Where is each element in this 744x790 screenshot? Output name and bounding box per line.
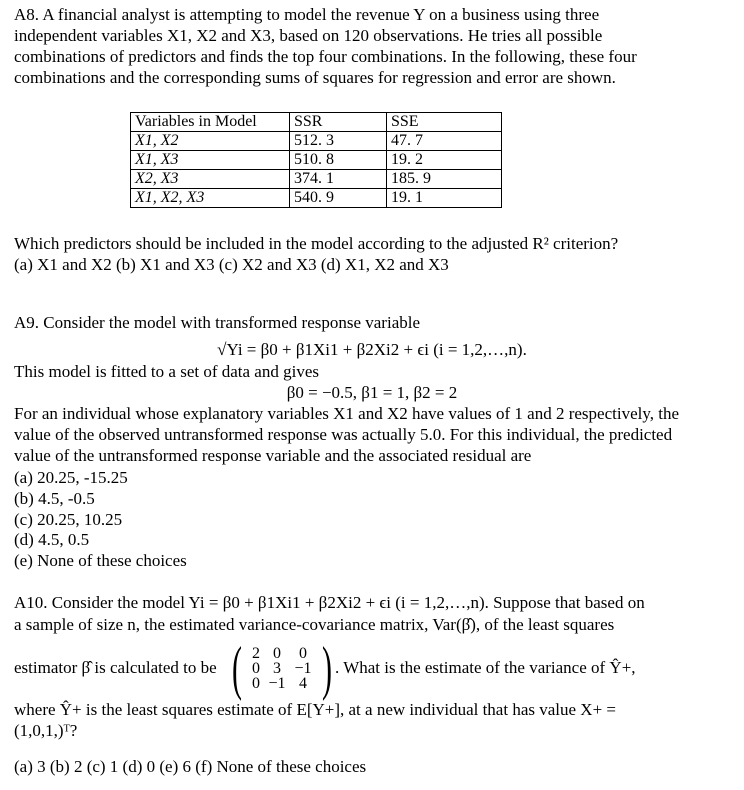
a8-line: combinations and the corresponding sums of squares for regression and error are shown. [14, 68, 616, 87]
cell: 374. 1 [290, 170, 387, 189]
a9-body: value of the observed untransformed response was actually 5.0. For this individual, the predicted [14, 425, 673, 444]
cell: 510. 8 [290, 151, 387, 170]
a9-equation: √Yi = β0 + β1Xi1 + β2Xi2 + ϵi (i = 1,2,…,n). [217, 340, 527, 359]
covariance-matrix [227, 635, 337, 701]
table-row [131, 189, 502, 208]
a10-line: estimator β̂ is calculated to be [14, 658, 217, 677]
right-paren: ) [321, 635, 332, 701]
cell: 19. 2 [387, 151, 502, 170]
a10-line: a sample of size n, the estimated variance-covariance matrix, Var(β̂), of the least squares [14, 615, 615, 634]
table-row [131, 132, 502, 151]
cell: 47. 7 [387, 132, 502, 151]
matrix-cell: 0 [251, 674, 260, 692]
ss-table [130, 112, 502, 208]
a10-line: where Ŷ+ is the least squares estimate of E[Y+], at a new individual that has value X+ = [14, 700, 617, 719]
header-cell: Variables in Model [131, 113, 290, 132]
a10-line: (1,0,1,)ᵀ? [14, 721, 78, 740]
a10-line: . What is the estimate of the variance of Ŷ+, [335, 658, 636, 677]
a9-option: (b) 4.5, -0.5 [14, 489, 95, 508]
a9-intro: A9. Consider the model with transformed response variable [14, 313, 421, 332]
matrix-cell: 3 [272, 659, 281, 677]
cell: X1, X2 [135, 132, 179, 149]
a9-line: This model is fitted to a set of data and gives [14, 362, 319, 381]
matrix-cell: 2 [251, 644, 260, 662]
matrix-cell: 0 [251, 659, 260, 677]
a9-body: For an individual whose explanatory variables X1 and X2 have values of 1 and 2 respectively, the [14, 404, 680, 423]
a8-question: Which predictors should be included in the model according to the adjusted R² criterion? [14, 234, 619, 253]
table-row [131, 151, 502, 170]
a9-option: (a) 20.25, -15.25 [14, 468, 128, 487]
matrix-cell: 4 [298, 674, 307, 692]
header-cell: SSR [290, 113, 387, 132]
a9-option: (d) 4.5, 0.5 [14, 530, 90, 549]
a8-options: (a) X1 and X2 (b) X1 and X3 (c) X2 and X3 (d) X1, X2 and X3 [14, 255, 449, 274]
a8-line: A8. A financial analyst is attempting to model the revenue Y on a business using three [14, 5, 600, 24]
cell: X1, X3 [135, 151, 179, 168]
cell: 185. 9 [387, 170, 502, 189]
cell: X1, X2, X3 [135, 189, 205, 206]
cell: X2, X3 [135, 170, 179, 187]
matrix-cell: −1 [268, 674, 286, 692]
matrix-cell: 0 [298, 644, 307, 662]
left-paren: ( [231, 635, 242, 701]
a9-option: (e) None of these choices [14, 551, 187, 570]
a8-line: independent variables X1, X2 and X3, based on 120 observations. He tries all possible [14, 26, 603, 45]
a10-options: (a) 3 (b) 2 (c) 1 (d) 0 (e) 6 (f) None of these choices [14, 757, 367, 776]
table-row [131, 170, 502, 189]
cell: 512. 3 [290, 132, 387, 151]
matrix-cell: 0 [272, 644, 281, 662]
a9-estimates: β0 = −0.5, β1 = 1, β2 = 2 [286, 383, 458, 402]
a8-line: combinations of predictors and finds the top four combinations. In the following, these four [14, 47, 637, 66]
cell: 19. 1 [387, 189, 502, 208]
table-header-row [131, 113, 502, 132]
header-cell: SSE [387, 113, 502, 132]
cell: 540. 9 [290, 189, 387, 208]
matrix-cell: −1 [294, 659, 312, 677]
a10-line: A10. Consider the model Yi = β0 + β1Xi1 + β2Xi2 + ϵi (i = 1,2,…,n). Suppose that based on [14, 593, 645, 612]
a9-body: value of the untransformed response variable and the associated residual are [14, 446, 532, 465]
a9-option: (c) 20.25, 10.25 [14, 510, 123, 529]
